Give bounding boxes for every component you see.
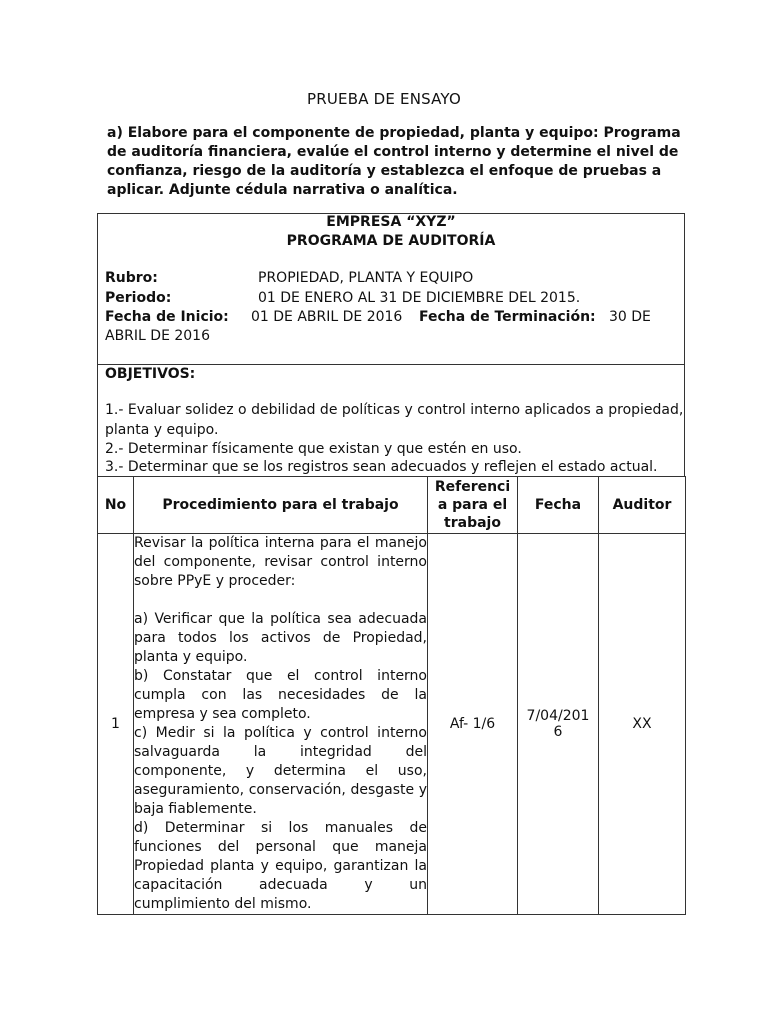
header-reference-line: trabajo <box>444 515 501 531</box>
rubro-value: PROPIEDAD, PLANTA Y EQUIPO <box>258 270 474 286</box>
table-row <box>98 534 686 915</box>
program-title: PROGRAMA DE AUDITORÍA <box>286 233 496 249</box>
objective-line: 2.- Determinar físicamente que existan y que estén en uso. <box>105 441 522 457</box>
inicio-value: 01 DE ABRIL DE 2016 <box>251 309 403 325</box>
objective-line: planta y equipo. <box>105 422 219 438</box>
task-line: a) Elabore para el componente de propiedad, planta y equipo: Programa <box>107 125 681 141</box>
objectives-title: OBJETIVOS: <box>105 366 196 382</box>
procedure-item-a: a) Verificar que la política sea adecuada para todos los activos de Propiedad, planta y equipo. <box>134 611 427 665</box>
auditor-cell: XX <box>599 534 686 915</box>
inicio-label: Fecha de Inicio: <box>105 309 229 325</box>
row-number: 1 <box>98 534 134 915</box>
terminacion-value: 30 DE <box>609 309 651 325</box>
periodo-label: Periodo: <box>105 290 172 306</box>
task-line: de auditoría financiera, evalúe el control interno y determine el nivel de <box>107 144 679 160</box>
objective-line: 3.- Determinar que se los registros sean adecuados y reflejen el estado actual. <box>105 459 658 475</box>
date-cell <box>518 534 599 915</box>
procedure-cell <box>134 534 428 915</box>
table-header-row <box>98 477 686 534</box>
task-line: aplicar. Adjunte cédula narrativa o analítica. <box>107 182 458 198</box>
date-line: 6 <box>553 724 563 740</box>
task-line: confianza, riesgo de la auditoría y establezca el enfoque de pruebas a <box>107 163 662 179</box>
reference-cell: Af- 1/6 <box>428 534 518 915</box>
document-title: PRUEBA DE ENSAYO <box>307 90 461 108</box>
header-procedure: Procedimiento para el trabajo <box>134 477 428 534</box>
procedures-table <box>97 476 686 915</box>
periodo-value: 01 DE ENERO AL 31 DE DICIEMBRE DEL 2015. <box>258 290 581 306</box>
terminacion-value-cont: ABRIL DE 2016 <box>105 328 210 344</box>
date-line: 7/04/201 <box>526 708 590 724</box>
header-reference-line: a para el <box>437 497 508 513</box>
procedure-item-b: b) Constatar que el control interno cumpla con las necesidades de la empresa y sea completo. <box>134 668 427 722</box>
company-name: EMPRESA “XYZ” <box>326 214 456 230</box>
header-date: Fecha <box>518 477 599 534</box>
task-statement <box>107 124 685 200</box>
header-reference-line: Referenci <box>434 479 511 495</box>
header-no: No <box>98 477 134 534</box>
header-reference <box>428 477 518 534</box>
procedure-item-d: d) Determinar si los manuales de funciones del personal que maneja Propiedad planta y equipo, garantizan la capacitación adecuada y un cumplimiento del mismo. <box>134 820 427 912</box>
header-auditor: Auditor <box>599 477 686 534</box>
rubro-label: Rubro: <box>105 270 158 286</box>
procedure-intro: Revisar la política interna para el manejo del componente, revisar control interno sobre PPyE y proceder: <box>134 535 427 589</box>
terminacion-label: Fecha de Terminación: <box>419 309 596 325</box>
objective-line: 1.- Evaluar solidez o debilidad de políticas y control interno aplicados a propiedad, <box>105 402 684 418</box>
procedure-item-c: c) Medir si la política y control interno salvaguarda la integridad del componente, y determina el uso, aseguramiento, conservación, desgaste y baja fiablemente. <box>134 725 427 817</box>
objectives-section <box>97 364 685 477</box>
program-header <box>97 213 685 365</box>
